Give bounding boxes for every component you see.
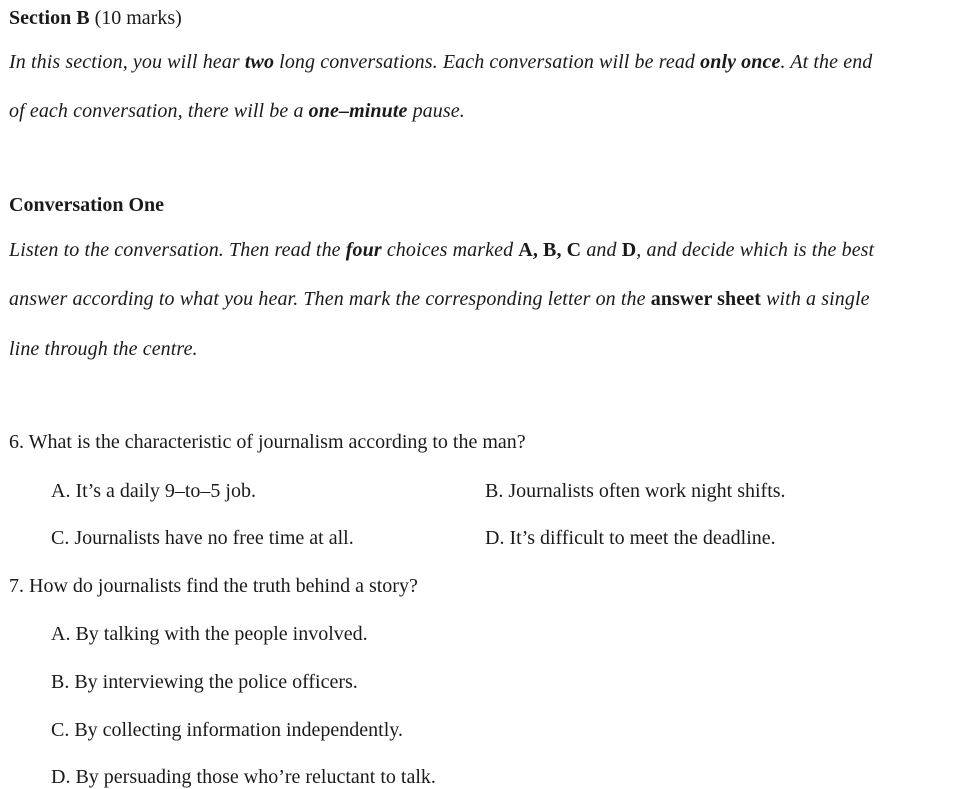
intro-emphasis: only once	[700, 51, 781, 73]
instr-text: and	[581, 239, 622, 261]
conversation-instruction-line-3: line through the centre.	[9, 338, 198, 360]
section-title-bold: Section B	[9, 7, 90, 29]
instr-emphasis: A, B, C	[518, 239, 582, 261]
question-6-option-d[interactable]: D. It’s difficult to meet the deadline.	[485, 527, 776, 549]
instr-text: with a single	[760, 288, 870, 310]
intro-text: of each conversation, there will be a	[9, 100, 309, 122]
question-6-option-c[interactable]: C. Journalists have no free time at all.	[51, 527, 354, 549]
intro-emphasis: one–minute	[308, 100, 408, 122]
section-title-marks: (10 marks)	[89, 7, 182, 29]
intro-text: In this section, you will hear	[9, 51, 245, 73]
question-7-option-b[interactable]: B. By interviewing the police officers.	[51, 671, 358, 693]
question-6-stem: 6. What is the characteristic of journalism according to the man?	[9, 431, 526, 453]
instr-emphasis: four	[345, 239, 382, 261]
intro-text: long conversations. Each conversation will be read	[274, 51, 701, 73]
section-intro-line-1	[9, 50, 872, 74]
intro-text: . At the end	[780, 51, 873, 73]
question-7-option-d[interactable]: D. By persuading those who’re reluctant to talk.	[51, 766, 436, 788]
instr-text: choices marked	[381, 239, 519, 261]
instr-emphasis: D	[621, 239, 637, 261]
question-7-stem: 7. How do journalists find the truth behind a story?	[9, 575, 418, 597]
instr-text: Listen to the conversation. Then read the	[9, 239, 346, 261]
intro-text: pause.	[407, 100, 465, 122]
conversation-instruction-line-2	[9, 287, 870, 311]
conversation-instruction-line-1	[9, 238, 874, 262]
section-title	[9, 6, 182, 30]
instr-text: , and decide which is the best	[636, 239, 875, 261]
instr-emphasis: answer sheet	[650, 288, 761, 310]
question-6-option-a[interactable]: A. It’s a daily 9–to–5 job.	[51, 480, 256, 502]
intro-emphasis: two	[244, 51, 275, 73]
question-7-option-a[interactable]: A. By talking with the people involved.	[51, 623, 368, 645]
instr-text: answer according to what you hear. Then mark the corresponding letter on the	[9, 288, 651, 310]
question-7-option-c[interactable]: C. By collecting information independently.	[51, 719, 403, 741]
question-6-option-b[interactable]: B. Journalists often work night shifts.	[485, 480, 786, 502]
conversation-title: Conversation One	[9, 194, 164, 216]
section-intro-line-2	[9, 99, 465, 123]
